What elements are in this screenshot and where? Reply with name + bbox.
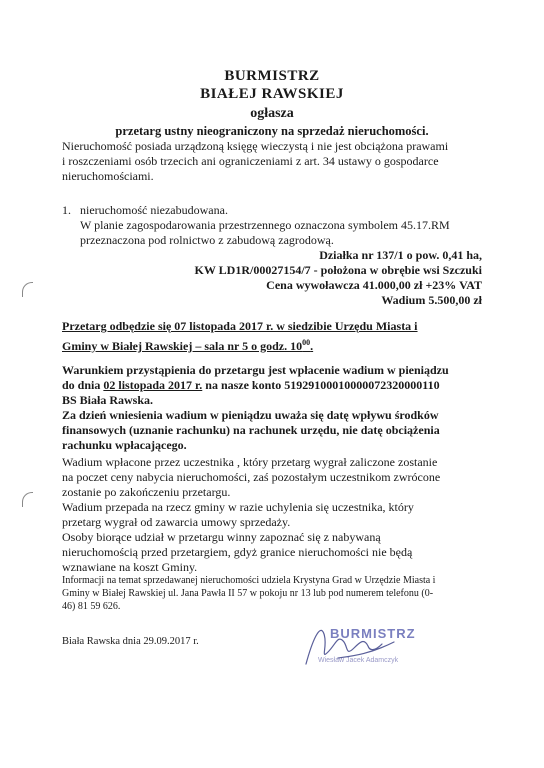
intro-line: Nieruchomość posiada urządzoną księgę wieczystą i nie jest obciążona prawami [62, 139, 449, 153]
auction-end: . [310, 339, 314, 353]
stamp-title: BURMISTRZ [330, 626, 416, 641]
header-auction-type: przetarg ustny nieograniczony na sprzedaż nieruchomości. [115, 124, 429, 138]
paragraph-line: na poczet ceny nabycia nieruchomości, zaś pozostałym uczestnikom zwrócone [62, 470, 441, 484]
item-plot: Działka nr 137/1 o pow. 0,41 ha, [319, 248, 482, 262]
auction-line [62, 335, 313, 354]
margin-mark [22, 282, 33, 297]
item-price: Cena wywoławcza 41.000,00 zł +23% VAT [266, 278, 482, 292]
header-subtitle: BIAŁEJ RAWSKIEJ [200, 86, 344, 102]
condition-deadline-date: 02 listopada 2017 r. [103, 378, 203, 392]
paragraph-line: Wadium przepada na rzecz gminy w razie uchylenia się uczestnika, który [62, 500, 414, 514]
paragraph-line: wznawiane na koszt Gminy. [62, 560, 198, 574]
signature-icon [298, 612, 408, 672]
condition-account: na nasze konto 51929100010000072320000110 [205, 378, 440, 392]
place-date: Biała Rawska dnia 29.09.2017 r. [62, 636, 199, 647]
condition-line: finansowych (uznanie rachunku) na rachunek urzędu, nie datę obciążenia [62, 423, 440, 437]
item-number: 1. [62, 203, 71, 217]
info-line: Informacji na temat sprzedawanej nieruchomości udziela Krystyna Grad w Urzędzie Miasta i [62, 575, 436, 586]
info-line: Gminy w Białej Rawskiej ul. Jana Pawła II 57 w pokoju nr 13 lub pod numerem telefonu (0- [62, 588, 434, 599]
paragraph-line: nieruchomością przed przetargiem, gdyż granice nieruchomości nie będą [62, 545, 413, 559]
item-type: nieruchomość niezabudowana. [80, 203, 228, 217]
condition-line: Warunkiem przystąpienia do przetargu jest wpłacenie wadium w pieniądzu [62, 363, 449, 377]
stamp-name: Wiesław Jacek Adamczyk [318, 657, 399, 664]
condition-line [62, 378, 440, 393]
header-announces: ogłasza [250, 106, 294, 121]
auction-hour-sup: 00 [302, 338, 311, 347]
item-plan: W planie zagospodarowania przestrzennego oznaczona symbolem 45.17.RM [80, 218, 450, 232]
item-kw: KW LD1R/00027154/7 - położona w obrębie wsi Szczuki [194, 263, 482, 277]
paragraph-line: zostanie po zakończeniu przetargu. [62, 485, 231, 499]
item-deposit: Wadium 5.500,00 zł [381, 293, 482, 307]
item-purpose: przeznaczona pod rolnictwo z zabudową zagrodową. [80, 233, 334, 247]
condition-line: Za dzień wniesienia wadium w pieniądzu uważa się datę wpływu środków [62, 408, 439, 422]
condition-line: rachunku wpłacającego. [62, 438, 187, 452]
info-line: 46) 81 59 626. [62, 601, 121, 612]
auction-place: Gminy w Białej Rawskiej – sala nr 5 o godz. 10 [62, 339, 303, 353]
intro-line: i roszczeniami osób trzecich ani ograniczeniami z art. 34 ustawy o gospodarce [62, 154, 439, 168]
paragraph-line: Osoby biorące udział w przetargu winny zapoznać się z nabywaną [62, 530, 381, 544]
condition-deadline-label: do dnia [62, 378, 101, 392]
margin-mark [22, 492, 33, 507]
header-title: BURMISTRZ [224, 68, 320, 84]
condition-bank: BS Biała Rawska. [62, 393, 154, 407]
auction-line: Przetarg odbędzie się 07 listopada 2017 r. w siedzibie Urzędu Miasta i [62, 319, 418, 333]
paragraph-line: przetarg wygrał od zawarcia umowy sprzedaży. [62, 515, 291, 529]
paragraph-line: Wadium wpłacone przez uczestnika , który przetarg wygrał zaliczone zostanie [62, 455, 438, 469]
intro-line: nieruchomościami. [62, 169, 154, 183]
